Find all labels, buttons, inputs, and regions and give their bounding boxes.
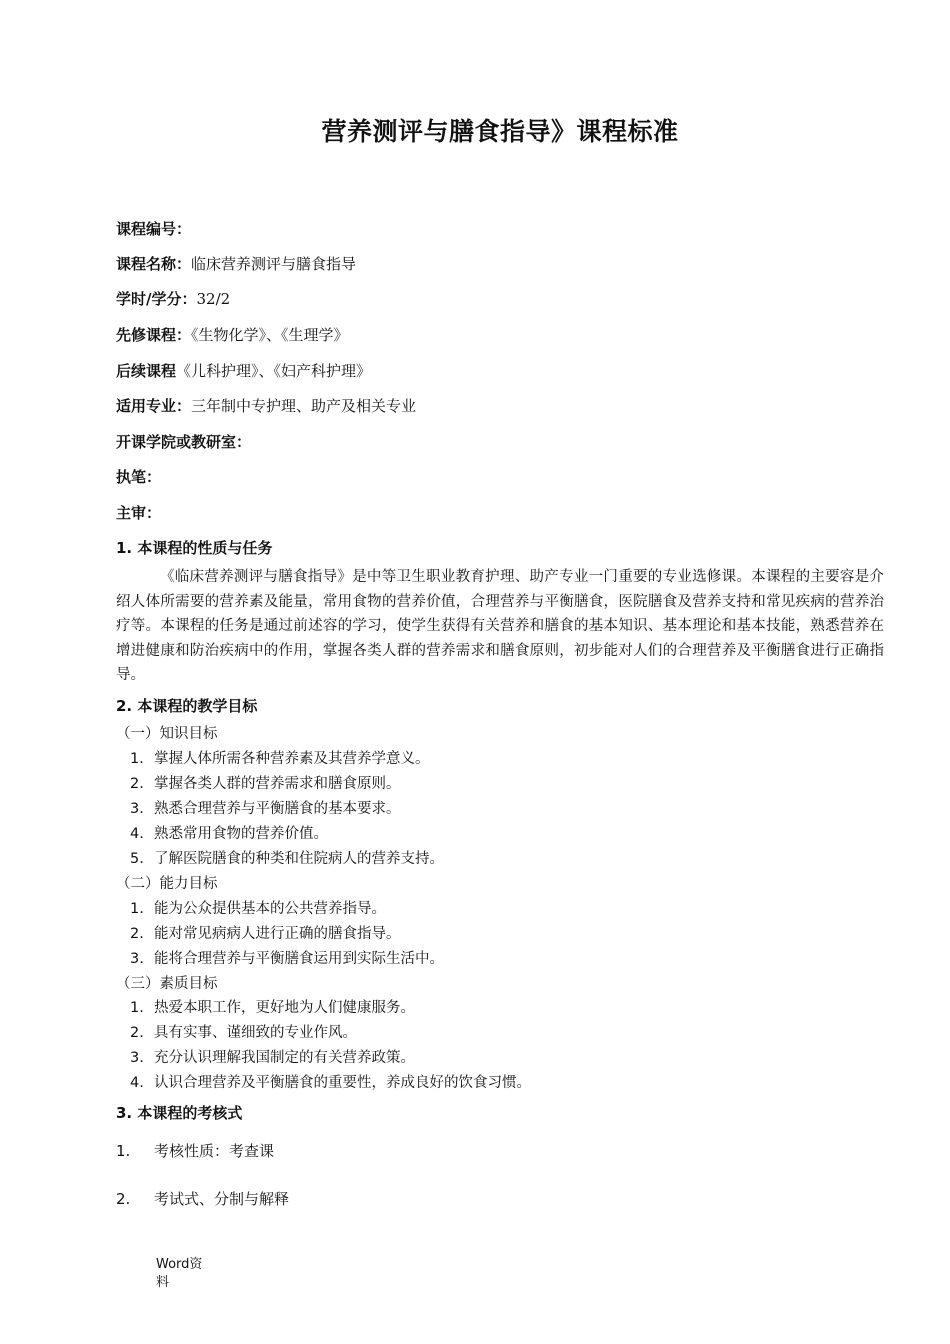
item-text: 热爱本职工作，更好地为人们健康服务。 <box>154 1000 415 1016</box>
list-item <box>130 899 386 919</box>
list-item <box>130 1023 357 1043</box>
item-text: 掌握各类人群的营养需求和膳食原则。 <box>154 776 401 792</box>
meta-label: 开课学院或教研室： <box>116 433 252 451</box>
section-heading: 3. 本课程的考核式 <box>116 1104 243 1122</box>
list-item <box>116 1141 274 1161</box>
meta-label: 执笔： <box>116 468 162 486</box>
list-item <box>130 998 415 1018</box>
meta-department <box>116 432 251 452</box>
list-item <box>130 824 328 844</box>
item-number: 4. <box>130 826 144 842</box>
meta-label: 先修课程： <box>116 326 192 344</box>
section-heading: 2. 本课程的教学目标 <box>116 697 258 715</box>
meta-label: 适用专业： <box>116 397 192 415</box>
page-footer: Word资料 <box>156 1257 203 1290</box>
meta-label: 主审： <box>116 504 162 522</box>
meta-prerequisites <box>116 325 349 345</box>
item-number: 5. <box>130 851 144 867</box>
subsection-label: （一）知识目标 <box>116 726 218 742</box>
item-number: 1. <box>116 1142 131 1160</box>
item-number: 4. <box>130 1075 144 1091</box>
item-number: 2. <box>130 926 144 942</box>
list-item <box>130 774 401 794</box>
meta-course-name <box>116 254 356 274</box>
item-number: 2. <box>130 776 144 792</box>
item-text: 认识合理营养及平衡膳食的重要性，养成良好的饮食习惯。 <box>154 1075 531 1091</box>
list-item <box>130 949 444 969</box>
list-item <box>130 1073 531 1093</box>
list-item <box>130 799 401 819</box>
item-number: 3. <box>130 1050 144 1066</box>
document-title: 营养测评与膳食指导》课程标准 <box>321 117 679 146</box>
meta-value: 三年制中专护理、助产及相关专业 <box>191 397 417 415</box>
meta-value: 32/2 <box>196 290 231 308</box>
meta-follow-up-courses <box>116 361 371 381</box>
section-paragraph: 《临床营养测评与膳食指导》是中等卫生职业教育护理、助产专业一门重要的专业选修课。本课程的主要容是介绍人体所需要的营养素及能量，常用食物的营养价值，合理营养与平衡膳食，医院膳食及营养支持和常见疾病的营养治疗等。本课程的任务是通过前述容的学习，使学生获得有关营养和膳食的基本知识、基本理论和基本技能，熟悉营养在增进健康和防治疾病中的作用，掌握各类人群的营养需求和膳食原则，初步能对人们的合理营养及平衡膳食进行正确指导。 <box>116 569 884 683</box>
meta-label: 学时/学分： <box>116 290 197 308</box>
subsection-label: （三）素质目标 <box>116 976 218 992</box>
meta-label: 后续课程 <box>116 362 177 380</box>
item-number: 2. <box>116 1190 131 1208</box>
list-item <box>130 1048 415 1068</box>
list-item <box>130 749 430 769</box>
meta-author <box>116 467 161 487</box>
list-item <box>130 849 444 869</box>
item-text: 能将合理营养与平衡膳食运用到实际生活中。 <box>154 951 444 967</box>
item-text: 了解医院膳食的种类和住院病人的营养支持。 <box>154 851 444 867</box>
item-text: 能为公众提供基本的公共营养指导。 <box>154 901 386 917</box>
meta-label: 课程编号： <box>116 220 192 238</box>
item-number: 3. <box>130 951 144 967</box>
item-text: 掌握人体所需各种营养素及其营养学意义。 <box>154 751 430 767</box>
meta-value: 《儿科护理》、《妇产科护理》 <box>176 362 372 380</box>
item-number: 3. <box>130 801 144 817</box>
meta-course-code <box>116 219 191 239</box>
meta-applicable-major <box>116 396 416 416</box>
item-text: 考试式、分制与解释 <box>154 1190 290 1208</box>
item-text: 充分认识理解我国制定的有关营养政策。 <box>154 1050 415 1066</box>
meta-value: 临床营养测评与膳食指导 <box>191 255 357 273</box>
item-number: 2. <box>130 1025 144 1041</box>
section-heading: 1. 本课程的性质与任务 <box>116 539 273 557</box>
item-text: 具有实事、谨细致的专业作风。 <box>154 1025 357 1041</box>
list-item <box>130 924 401 944</box>
meta-reviewer <box>116 503 161 523</box>
item-number: 1. <box>130 901 144 917</box>
list-item <box>116 1189 289 1209</box>
meta-value: 《生物化学》、《生理学》 <box>191 326 349 344</box>
subsection-label: （二）能力目标 <box>116 876 218 892</box>
meta-label: 课程名称： <box>116 255 192 273</box>
item-text: 熟悉合理营养与平衡膳食的基本要求。 <box>154 801 401 817</box>
item-text: 考核性质：考查课 <box>154 1142 275 1160</box>
item-number: 1. <box>130 1000 144 1016</box>
meta-hours-credits <box>116 289 230 309</box>
item-text: 熟悉常用食物的营养价值。 <box>154 826 328 842</box>
item-number: 1. <box>130 751 144 767</box>
item-text: 能对常见病病人进行正确的膳食指导。 <box>154 926 401 942</box>
